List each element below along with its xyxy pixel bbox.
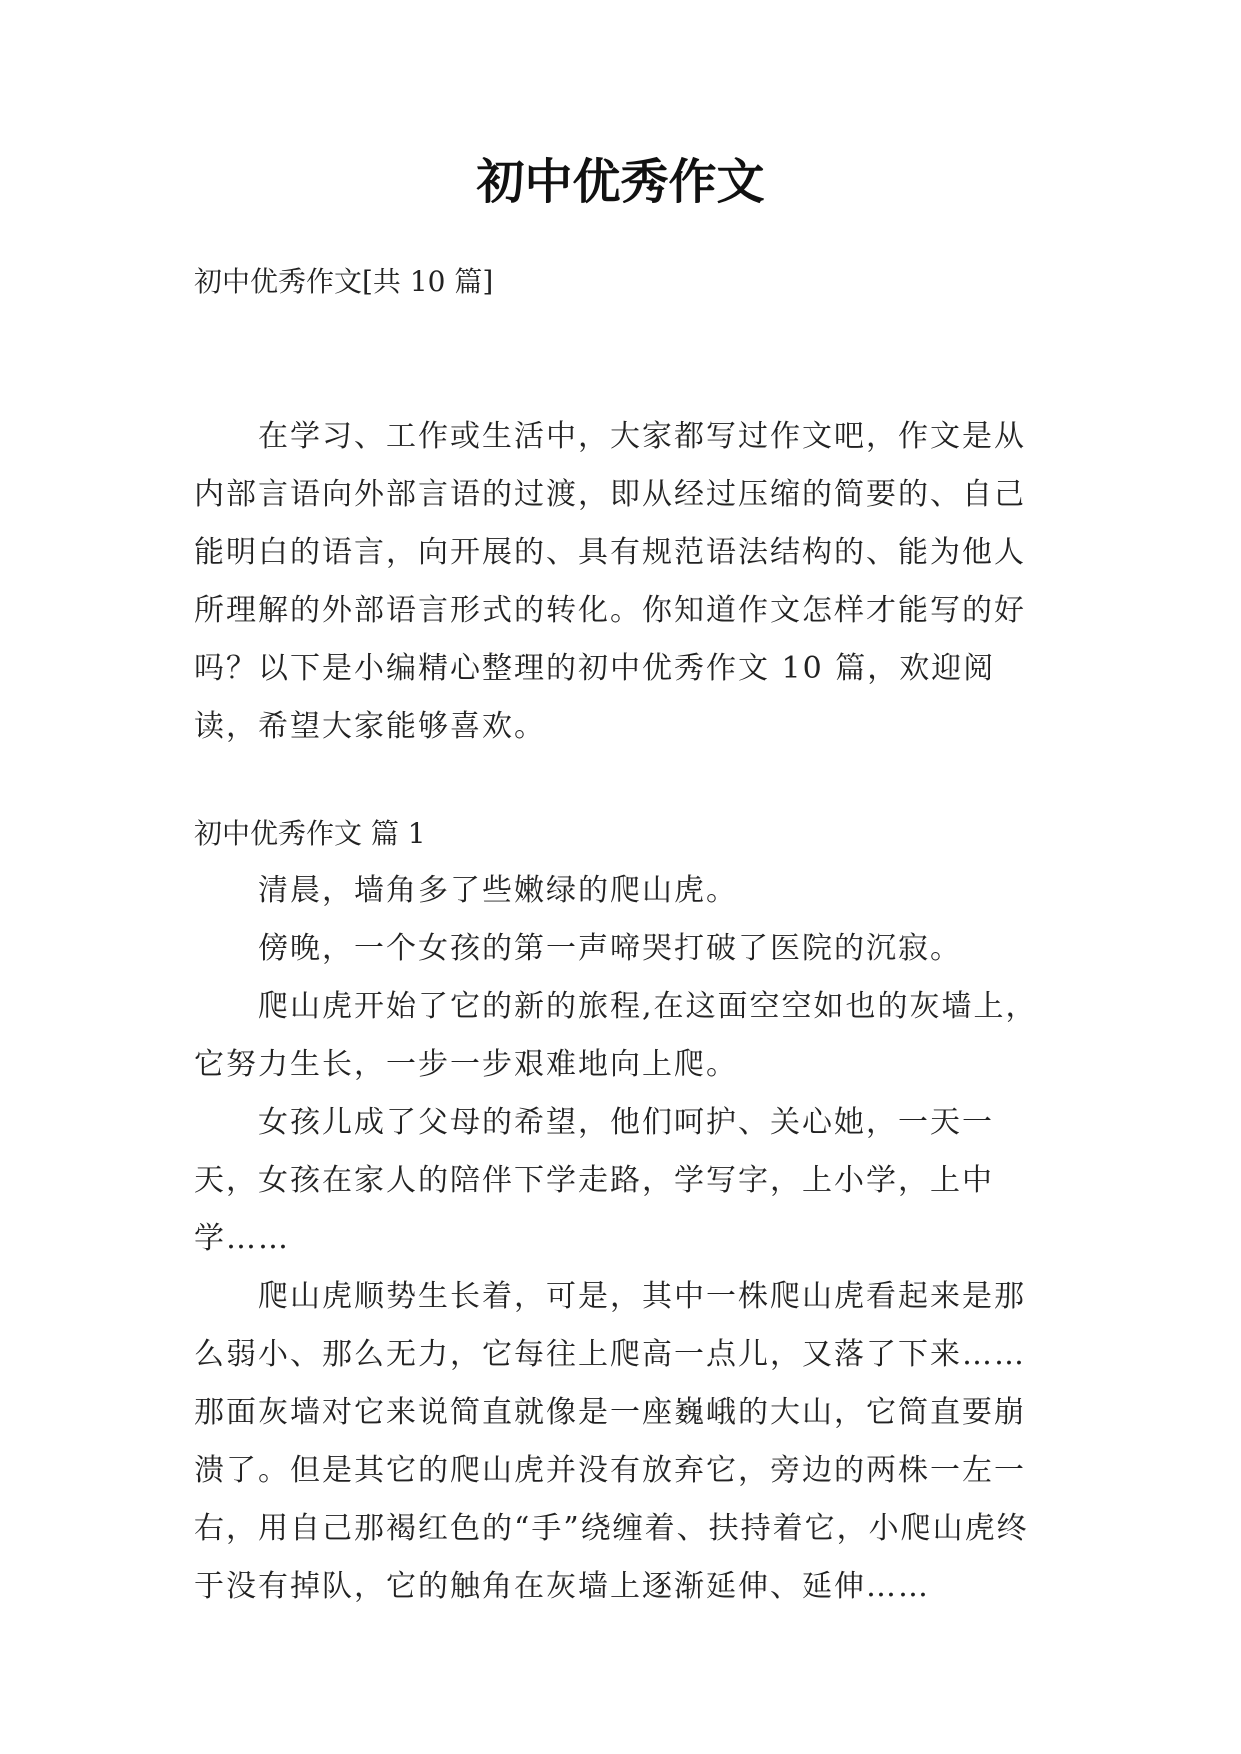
- essay-paragraph: 傍晚，一个女孩的第一声啼哭打破了医院的沉寂。: [258, 931, 962, 966]
- document-subtitle: 初中优秀作文[共 10 篇]: [194, 265, 494, 298]
- document-title: 初中优秀作文: [476, 154, 765, 210]
- section-heading: 初中优秀作文 篇 1: [194, 817, 426, 850]
- essay-paragraph: 爬山虎顺势生长着，可是，其中一株爬山虎看起来是那么弱小、那么无力，它每往上爬高一点儿，又落了下来……那面灰墙对它来说简直就像是一座巍峨的大山，它简直要崩溃了。但是其它的爬山虎并没有放弃它，旁边的两株一左一右，用自己那褐红色的“手”绕缠着、扶持着它，小爬山虎终于没有掉队，它的触角在灰墙上逐渐延伸、延伸……: [194, 1279, 1029, 1604]
- essay-paragraph: 爬山虎开始了它的新的旅程,在这面空空如也的灰墙上，它努力生长，一步一步艰难地向上爬。: [194, 989, 1038, 1082]
- essay-paragraph: 女孩儿成了父母的希望，他们呵护、关心她，一天一天，女孩在家人的陪伴下学走路，学写字，上小学，上中学……: [194, 1105, 994, 1256]
- intro-paragraph: 在学习、工作或生活中，大家都写过作文吧，作文是从内部言语向外部言语的过渡，即从经过压缩的简要的、自己能明白的语言，向开展的、具有规范语法结构的、能为他人所理解的外部语言形式的转化。你知道作文怎样才能写的好吗？以下是小编精心整理的初中优秀作文 10 篇，欢迎阅读，希望大家能够喜欢。: [194, 419, 1026, 744]
- essay-body: [194, 862, 1054, 1616]
- essay-paragraph: 清晨，墙角多了些嫩绿的爬山虎。: [258, 873, 738, 908]
